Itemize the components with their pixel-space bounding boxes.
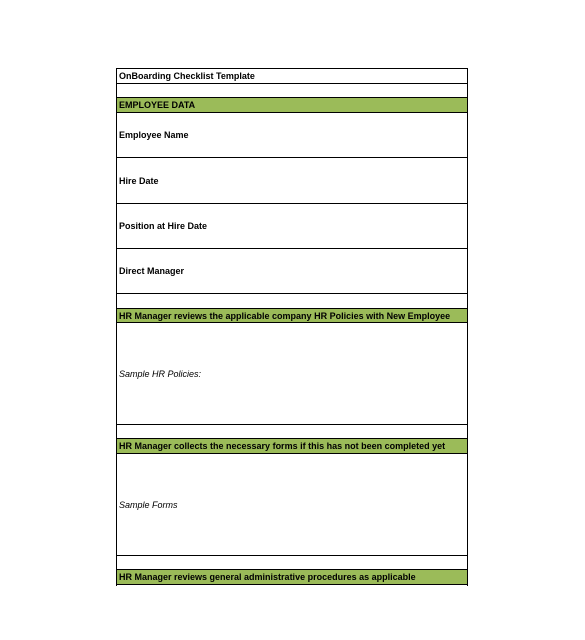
document-title: OnBoarding Checklist Template	[117, 68, 467, 83]
spacer-row	[117, 293, 467, 308]
spacer-row	[117, 555, 467, 569]
note-sample-hr-policies: Sample HR Policies:	[117, 322, 467, 424]
field-hire-date: Hire Date	[117, 157, 467, 203]
bottom-border-row	[117, 584, 467, 586]
field-direct-manager: Direct Manager	[117, 248, 467, 293]
section-header-forms: HR Manager collects the necessary forms if this has not been completed yet	[117, 438, 467, 453]
section-header-hr-policies: HR Manager reviews the applicable company HR Policies with New Employee	[117, 308, 467, 322]
section-header-admin-procedures: HR Manager reviews general administrative procedures as applicable	[117, 569, 467, 584]
spacer-row	[117, 424, 467, 438]
field-position-at-hire-date: Position at Hire Date	[117, 203, 467, 248]
field-employee-name: Employee Name	[117, 112, 467, 157]
spacer-row	[117, 83, 467, 97]
checklist-sheet	[116, 68, 468, 586]
section-header-employee-data: EMPLOYEE DATA	[117, 97, 467, 112]
note-sample-forms: Sample Forms	[117, 453, 467, 555]
